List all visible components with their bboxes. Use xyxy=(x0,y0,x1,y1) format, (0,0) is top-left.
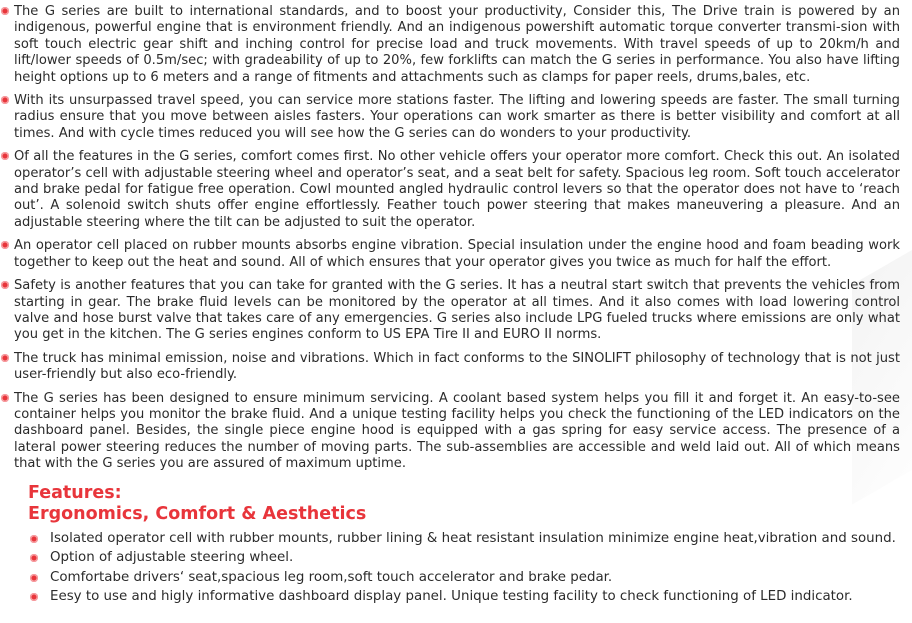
bullet-icon xyxy=(30,593,38,601)
features-list xyxy=(0,529,900,607)
list-item xyxy=(0,587,900,607)
paragraph-speed xyxy=(0,93,900,142)
paragraph-servicing xyxy=(0,391,900,473)
bullet-icon xyxy=(1,281,9,289)
bullet-icon xyxy=(1,394,9,402)
feature-text: Eesy to use and higly informative dashboard display panel. Unique testing facility to check functioning of LED indicator. xyxy=(50,589,853,605)
list-item xyxy=(0,568,900,588)
paragraph-comfort xyxy=(0,149,900,231)
bullet-icon xyxy=(30,535,38,543)
paragraph-text: Of all the features in the G series, comfort comes first. No other vehicle offers your operator more comfort. Check this out. An isolated operator’s cell with adjustable steering wheel and operator’s seat, and a seat belt for safety. Spacious leg room. Soft touch accelerator and brake pedal for fatigue free operation. Cowl mounted angled hydraulic control levers so that the operator does not have to ‘reach out’. A solenoid switch shuts offer engine effortlessly. Feather touch power steering that makes maneuvering a pleasure. And an adjustable steering where the tilt can be adjusted to suit the operator. xyxy=(14,149,900,230)
feature-text: Option of adjustable steering wheel. xyxy=(50,550,294,566)
features-heading: Features: xyxy=(28,482,122,503)
paragraph-safety xyxy=(0,278,900,344)
features-subheading: Ergonomics, Comfort & Aesthetics xyxy=(28,503,367,524)
bullet-icon xyxy=(1,152,9,160)
bullet-icon xyxy=(30,574,38,582)
paragraph-text: An operator cell placed on rubber mounts absorbs engine vibration. Special insulation under the engine hood and foam beading work together to keep out the heat and sound. All of which ensures that your operator gives you twice as much for half the effort. xyxy=(14,238,900,270)
paragraph-text: The truck has minimal emission, noise and vibrations. Which in fact conforms to the SINOLIFT philosophy of technology that is not just user-friendly but also eco-friendly. xyxy=(14,350,900,383)
feature-text: Comfortabe drivers‘ seat,spacious leg room,soft touch accelerator and brake pedar. xyxy=(50,569,613,585)
paragraph-vibration xyxy=(0,238,900,271)
paragraph-text: With its unsurpassed travel speed, you can service more stations faster. The lifting and lowering speeds are faster. The small turning radius ensure that you move between aisles fasters. Your operations can work smarter as there is better visibility and comfort at all times. And with cycle times reduced you will see how the G series can do wonders to your productivity. xyxy=(14,93,900,141)
paragraph-intro xyxy=(0,4,900,86)
bullet-icon xyxy=(1,7,9,15)
document-body xyxy=(0,4,900,607)
bullet-icon xyxy=(1,354,9,362)
bullet-icon xyxy=(1,96,9,104)
paragraph-text: Safety is another features that you can take for granted with the G series. It has a neutral start switch that prevents the vehicles from starting in gear. The brake fluid levels can be monitored by the operator at all times. And it also comes with load lowering control valve and hose burst valve that takes care of any emergencies. G series also include LPG fueled trucks where emissions are only what you get in the kitchen. The G series engines conform to US EPA Tire II and EURO II norms. xyxy=(14,278,900,343)
paragraph-text: The G series are built to international standards, and to boost your productivity, Consider this, The Drive train is powered by an indigenous, powerful engine that is environment friendly. And an indigenous powershift automatic torque converter transmi-sion with soft touch electric gear shift and inching control for precise load and truck movements. With travel speeds of up to 20km/h and lift/lower speeds of 0.5m/sec; with gradeability of up to 20%, few forklifts can match the G series in performance. You also have lifting height options up to 6 meters and a range of fitments and attachments such as clamps for paper reels, drums,bales, etc. xyxy=(14,4,900,85)
feature-text: Isolated operator cell with rubber mounts, rubber lining & heat resistant insulation minimize engine heat,vibration and sound. xyxy=(50,530,896,546)
list-item xyxy=(0,548,900,568)
paragraph-text: The G series has been designed to ensure minimum servicing. A coolant based system helps you fill it and forget it. An easy-to-see container helps you monitor the brake fluid. And a unique testing facility helps you check the functioning of the LED indicators on the dashboard panel. Besides, the single piece engine hood is equipped with a gas spring for easy service access. The presence of a lateral power steering reduces the number of moving parts. The sub-assemblies are accessible and weld laid out. All of which means that with the G series you are assured of maximum uptime. xyxy=(14,390,900,472)
list-item xyxy=(0,529,900,549)
bullet-icon xyxy=(1,241,9,249)
paragraph-emission xyxy=(0,351,900,384)
bullet-icon xyxy=(30,554,38,562)
